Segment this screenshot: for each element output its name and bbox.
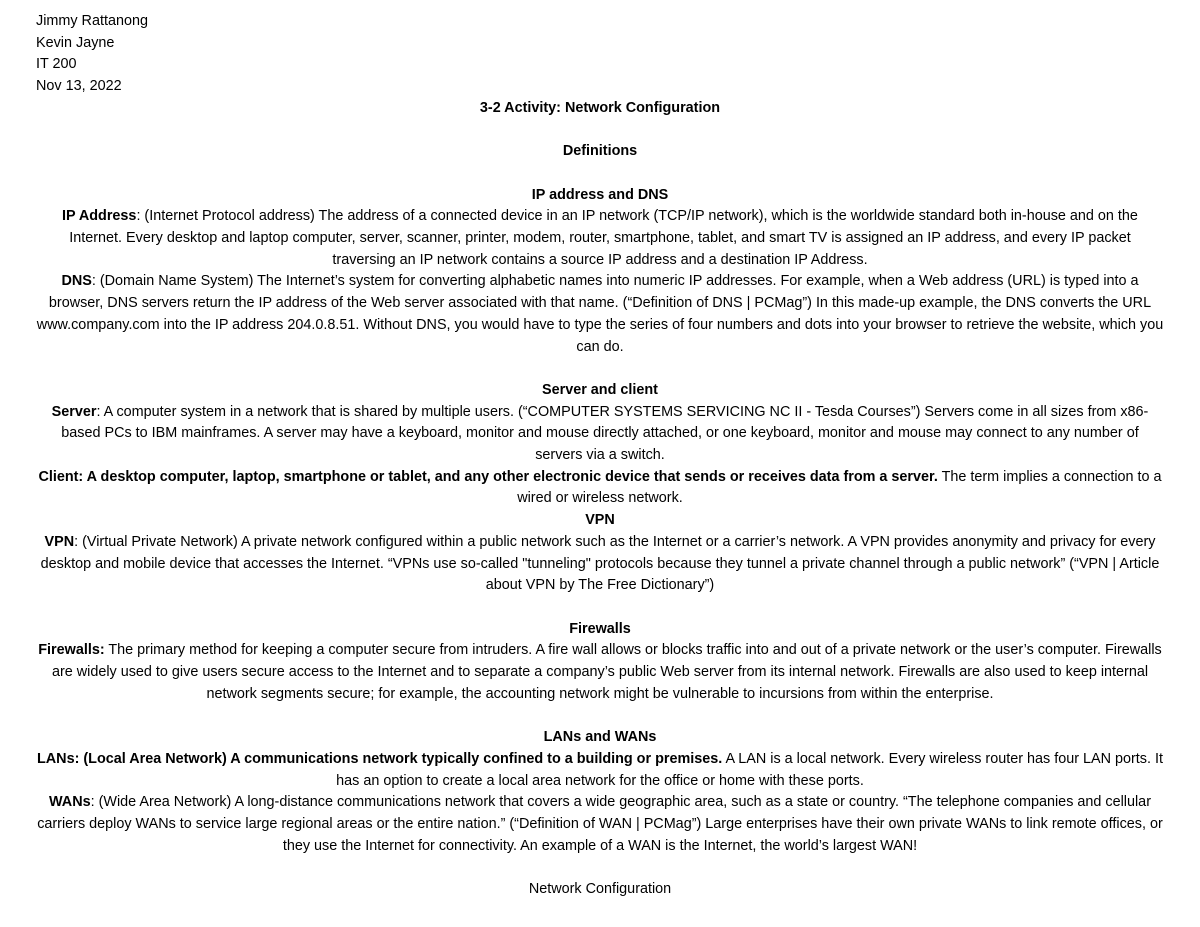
dns-text: : (Domain Name System) The Internet’s system for converting alphabetic names into numeric IP addresses. For example, when a Web address (URL) is typed into a browser, DNS servers return the IP address of the Web server associated with that name. (“Definition of DNS | PCMag”) In this made-up example, the DNS converts the URL www.company.com into the IP address 204.0.8.51. Without DNS, you would have to type the series of four numbers and dots into your browser to retrieve the website, which you can do. bbox=[36, 273, 1164, 355]
ip-address-definition bbox=[36, 206, 1164, 271]
wan-definition bbox=[36, 792, 1164, 857]
dns-term: DNS bbox=[61, 273, 92, 290]
ip-address-text: : (Internet Protocol address) The address of a connected device in an IP network (TCP/IP network), which is the worldwide standard both in-house and on the Internet. Every desktop and laptop computer, server, scanner, printer, modem, router, smartphone, tablet, and smart TV is assigned an IP address, and every IP packet traversing an IP network contains a source IP address and a destination IP Address. bbox=[69, 208, 1138, 268]
spacer bbox=[36, 120, 1164, 142]
wan-text: : (Wide Area Network) A long-distance communications network that covers a wide geographic area, such as a state or country. “The telephone companies and cellular carriers deploy WANs to service large regional areas or the entire nation.” (“Definition of WAN | PCMag”) Large enterprises have their own private WANs to link remote offices, or they use the Internet for connectivity. An example of a WAN is the Internet, the world’s largest WAN! bbox=[37, 794, 1163, 854]
instructor-name: Kevin Jayne bbox=[36, 34, 115, 51]
vpn-term: VPN bbox=[44, 533, 75, 550]
server-term: Server bbox=[51, 403, 97, 420]
server-client-heading: Server and client bbox=[542, 381, 658, 398]
network-configuration-heading: Network Configuration bbox=[528, 881, 672, 898]
client-term: Client: A desktop computer, laptop, smartphone or tablet, and any other electronic device that sends or receives data from a server. bbox=[38, 468, 938, 485]
spacer bbox=[36, 358, 1164, 380]
firewalls-heading: Firewalls bbox=[569, 620, 631, 637]
spacer bbox=[36, 163, 1164, 185]
course-code: IT 200 bbox=[36, 56, 77, 73]
client-definition bbox=[36, 467, 1164, 510]
wan-term: WANs bbox=[49, 794, 91, 811]
vpn-definition bbox=[36, 532, 1164, 597]
client-text: The term implies a connection to a wired or wireless network. bbox=[517, 468, 1162, 507]
vpn-text: : (Virtual Private Network) A private network configured within a public network such as the Internet or a carrier’s network. A VPN provides anonymity and privacy for every desktop and mobile device that accesses the Internet. “VPNs use so-called "tunneling" protocols because they tunnel a private channel through a public network” (“VPN | Article about VPN by The Free Dictionary”) bbox=[40, 533, 1160, 594]
ip-dns-heading: IP address and DNS bbox=[531, 186, 669, 203]
ip-address-term: IP Address bbox=[62, 208, 137, 225]
server-text: : A computer system in a network that is shared by multiple users. (“COMPUTER SYSTEMS SERVICING NC II - Tesda Courses”) Servers come in all sizes from x86-based PCs to IBM mainframes. A server may have a keyboard, monitor and mouse directly attached, or one keyboard, monitor and mouse may connect to any number of servers via a switch. bbox=[61, 403, 1149, 464]
document-title: 3-2 Activity: Network Configuration bbox=[479, 99, 721, 116]
firewalls-definition bbox=[36, 640, 1164, 705]
spacer bbox=[36, 705, 1164, 727]
student-name: Jimmy Rattanong bbox=[36, 13, 148, 29]
spacer bbox=[36, 597, 1164, 619]
firewalls-text: The primary method for keeping a computer secure from intruders. A fire wall allows or blocks traffic into and out of a private network or the user’s computer. Firewalls are widely used to give users secure access to the Internet and to separate a company’s public Web server from its internal network. Firewalls are also used to keep internal network segments secure; for example, the accounting network might be vulnerable to incursions from within the enterprise. bbox=[51, 642, 1162, 702]
submission-date: Nov 13, 2022 bbox=[36, 78, 122, 95]
definitions-heading: Definitions bbox=[562, 143, 638, 160]
vpn-heading: VPN bbox=[585, 512, 615, 529]
firewalls-term: Firewalls: bbox=[38, 642, 105, 659]
lan-definition bbox=[36, 749, 1164, 792]
server-definition bbox=[36, 402, 1164, 467]
lan-text: A LAN is a local network. Every wireless router has four LAN ports. It has an option to create a local area network for the office or home with these ports. bbox=[336, 750, 1163, 789]
dns-definition bbox=[36, 271, 1164, 358]
lans-wans-heading: LANs and WANs bbox=[543, 729, 657, 746]
lan-term: LANs: (Local Area Network) A communications network typically confined to a building or premises. bbox=[37, 750, 723, 767]
spacer bbox=[36, 857, 1164, 879]
